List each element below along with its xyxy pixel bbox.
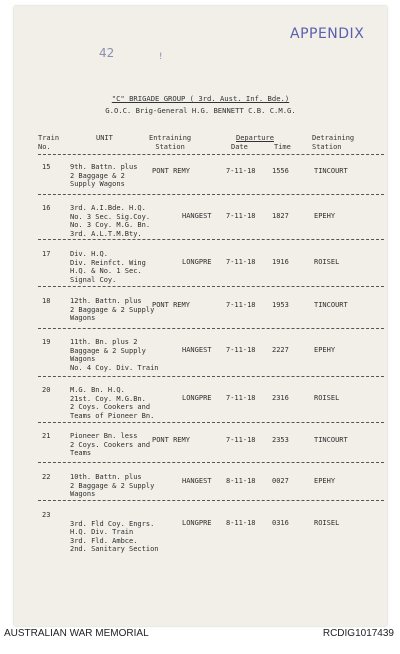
unit-line: 10th. Battn. plus	[70, 473, 142, 481]
entraining-station: HANGEST	[182, 477, 212, 485]
unit-line: 2 Coys. Cookers and	[70, 440, 151, 449]
departure-time: 1556	[272, 167, 289, 175]
header-unit: UNIT	[96, 134, 113, 142]
header-entraining: Entraining Station	[149, 134, 192, 151]
unit-line: 2 Baggage & 2 Supply	[70, 305, 155, 314]
train-number: 16	[42, 204, 51, 212]
row-separator	[38, 239, 384, 240]
document-page	[14, 6, 387, 626]
page-mark: !	[158, 52, 164, 62]
unit-line: Wagons	[70, 314, 96, 323]
departure-time: 1916	[272, 258, 289, 266]
departure-date: 8-11-18	[226, 477, 256, 485]
departure-date: 7-11-18	[226, 346, 256, 354]
unit-line: No. 3 Sec. Sig.Coy.	[70, 212, 151, 221]
entraining-station: HANGEST	[182, 212, 212, 220]
unit-line: 9th. Battn. plus	[70, 163, 138, 171]
train-number: 18	[42, 297, 51, 305]
unit-line: M.G. Bn. H.Q.	[70, 386, 125, 394]
detraining-station: TINCOURT	[314, 301, 348, 309]
train-number: 17	[42, 250, 51, 258]
unit-line: 2nd. Sanitary Section	[70, 545, 159, 554]
document-title: "C" BRIGADE GROUP ( 3rd. Aust. Inf. Bde.)	[111, 94, 290, 103]
unit-line: Baggage & 2 Supply	[70, 346, 146, 355]
entraining-station: PONT REMY	[152, 436, 190, 444]
train-number: 23	[42, 511, 51, 519]
header-detraining: Detraining Station	[312, 134, 355, 151]
archive-name: AUSTRALIAN WAR MEMORIAL	[4, 628, 149, 639]
document-subtitle: G.O.C. Brig-General H.G. BENNETT C.B. C.M.G.	[105, 106, 296, 115]
unit-line: Teams	[70, 449, 92, 458]
unit-line: H.Q. Div. Train	[70, 528, 134, 537]
unit-line: 21st. Coy. M.G.Bn.	[70, 394, 146, 403]
detraining-station: ROISEL	[314, 258, 340, 266]
appendix-label: APPENDIX	[290, 26, 365, 42]
unit-line: 2 Coys. Cookers and	[70, 403, 151, 412]
row-separator	[38, 376, 384, 377]
page-number: 42	[99, 46, 115, 60]
entraining-station: LONGPRE	[182, 394, 212, 402]
unit-line: 2 Baggage & 2	[70, 171, 125, 180]
detraining-station: ROISEL	[314, 519, 340, 527]
row-separator	[38, 422, 384, 423]
departure-time: 1827	[272, 212, 289, 220]
departure-date: 7-11-18	[226, 167, 256, 175]
train-number: 19	[42, 338, 51, 346]
entraining-station: HANGEST	[182, 346, 212, 354]
entraining-station: LONGPRE	[182, 258, 212, 266]
unit-line: No. 3 Coy. M.G. Bn.	[70, 221, 151, 230]
row-separator	[38, 328, 384, 329]
departure-date: 7-11-18	[226, 301, 256, 309]
unit-line: 3rd. A.L.T.M.Bty.	[70, 229, 142, 238]
entraining-station: LONGPRE	[182, 519, 212, 527]
departure-time: 0316	[272, 519, 289, 527]
row-separator	[38, 462, 384, 463]
row-separator	[38, 194, 384, 195]
header-departure: Departure	[236, 134, 274, 142]
departure-date: 8-11-18	[226, 519, 256, 527]
departure-time: 2227	[272, 346, 289, 354]
departure-date: 7-11-18	[226, 436, 256, 444]
archive-id: RCDIG1017439	[322, 628, 394, 639]
unit-line: 3rd. Fld. Ambce.	[70, 536, 138, 545]
unit-line: 12th. Battn. plus	[70, 297, 142, 305]
unit-line: Wagons	[70, 355, 96, 364]
entraining-station: PONT REMY	[152, 301, 190, 309]
entraining-station: PONT REMY	[152, 167, 190, 175]
departure-date: 7-11-18	[226, 212, 256, 220]
detraining-station: EPEHY	[314, 477, 336, 485]
unit-line: H.Q. & No. 1 Sec.	[70, 267, 142, 276]
unit-line: 11th. Bn. plus 2	[70, 338, 138, 346]
train-number: 21	[42, 432, 51, 440]
unit-line: 3rd. A.I.Bde. H.Q.	[70, 204, 146, 212]
detraining-station: TINCOURT	[314, 436, 348, 444]
header-rule	[38, 154, 384, 155]
unit-line: Div. H.Q.	[70, 250, 108, 258]
unit-line: 2 Baggage & 2 Supply	[70, 481, 155, 490]
train-number: 22	[42, 473, 51, 481]
departure-time: 0027	[272, 477, 289, 485]
departure-date: 7-11-18	[226, 394, 256, 402]
unit-line: Signal Coy.	[70, 275, 117, 284]
unit-line: Supply Wagons	[70, 180, 125, 189]
departure-date: 7-11-18	[226, 258, 256, 266]
header-date: Date	[231, 143, 248, 151]
departure-time: 2353	[272, 436, 289, 444]
unit-line: 3rd. Fld Coy. Engrs.	[70, 519, 155, 528]
unit-line: Wagons	[70, 490, 96, 499]
train-number: 20	[42, 386, 51, 394]
header-train: Train No.	[38, 134, 60, 151]
detraining-station: EPEHY	[314, 346, 336, 354]
detraining-station: ROISEL	[314, 394, 340, 402]
row-separator	[38, 286, 384, 287]
detraining-station: EPEHY	[314, 212, 336, 220]
departure-time: 1953	[272, 301, 289, 309]
unit-line: Teams of Pioneer Bn.	[70, 411, 155, 420]
unit-line: No. 4 Coy. Div. Train	[70, 363, 159, 372]
departure-time: 2316	[272, 394, 289, 402]
row-separator	[38, 500, 384, 501]
train-number: 15	[42, 163, 51, 171]
unit-line: Pioneer Bn. less	[70, 432, 138, 440]
unit-line: Div. Reinfct. Wing	[70, 258, 146, 267]
detraining-station: TINCOURT	[314, 167, 348, 175]
header-time: Time	[274, 143, 291, 151]
